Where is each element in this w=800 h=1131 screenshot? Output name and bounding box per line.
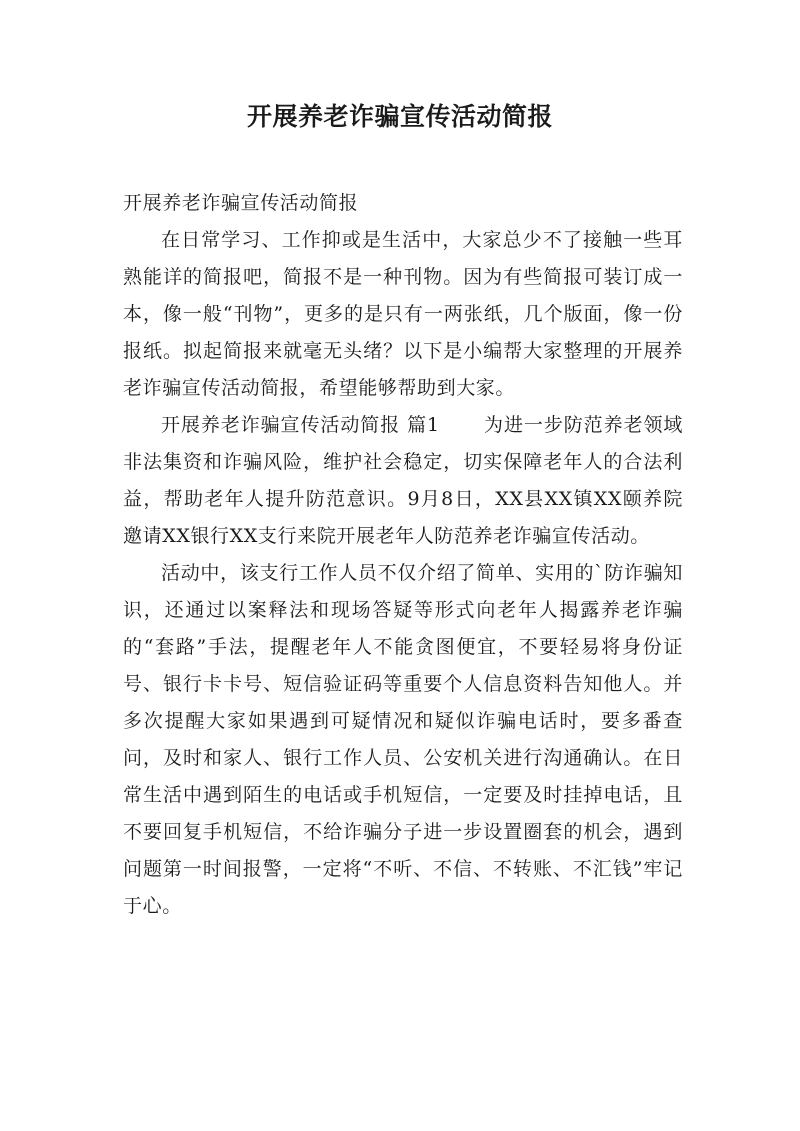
intro-paragraph: 在日常学习、工作抑或是生活中，大家总少不了接触一些耳熟能详的简报吧，简报不是一种刊物。因为有些简报可装订成一本，像一般“刊物”，更多的是只有一两张纸，几个版面，像一份报纸。拟起简报来就毫无头绪？以下是小编帮大家整理的开展养老诈骗宣传活动简报，希望能够帮助到大家。: [123, 229, 683, 399]
document-subtitle: 开展养老诈骗宣传活动简报: [123, 192, 359, 214]
section-paragraph-1: [123, 407, 683, 555]
document-body: [123, 185, 683, 925]
section-paragraph-2: 活动中，该支行工作人员不仅介绍了简单、实用的`防诈骗知识，还通过以案释法和现场答疑等形式向老年人揭露养老诈骗的“套路”手法，提醒老年人不能贪图便宜，不要轻易将身份证号、银行卡卡号、短信验证码等重要个人信息资料告知他人。并多次提醒大家如果遇到可疑情况和疑似诈骗电话时，要多番查问，及时和家人、银行工作人员、公安机关进行沟通确认。在日常生活中遇到陌生的电话或手机短信，一定要及时挂掉电话，且不要回复手机短信，不给诈骗分子进一步设置圈套的机会，遇到问题第一时间报警，一定将“不听、不信、不转账、不汇钱”牢记于心。: [123, 562, 683, 917]
section-paragraph-1-text: 为进一步防范养老领域非法集资和诈骗风险，维护社会稳定，切实保障老年人的合法利益，帮助老年人提升防范意识。9月8日，XX县XX镇XX颐养院邀请XX银行XX支行来院开展老年人防范养老诈骗宣传活动。: [123, 414, 683, 547]
section-heading: 开展养老诈骗宣传活动简报 篇1: [161, 414, 440, 436]
document-title: 开展养老诈骗宣传活动简报: [246, 102, 553, 131]
